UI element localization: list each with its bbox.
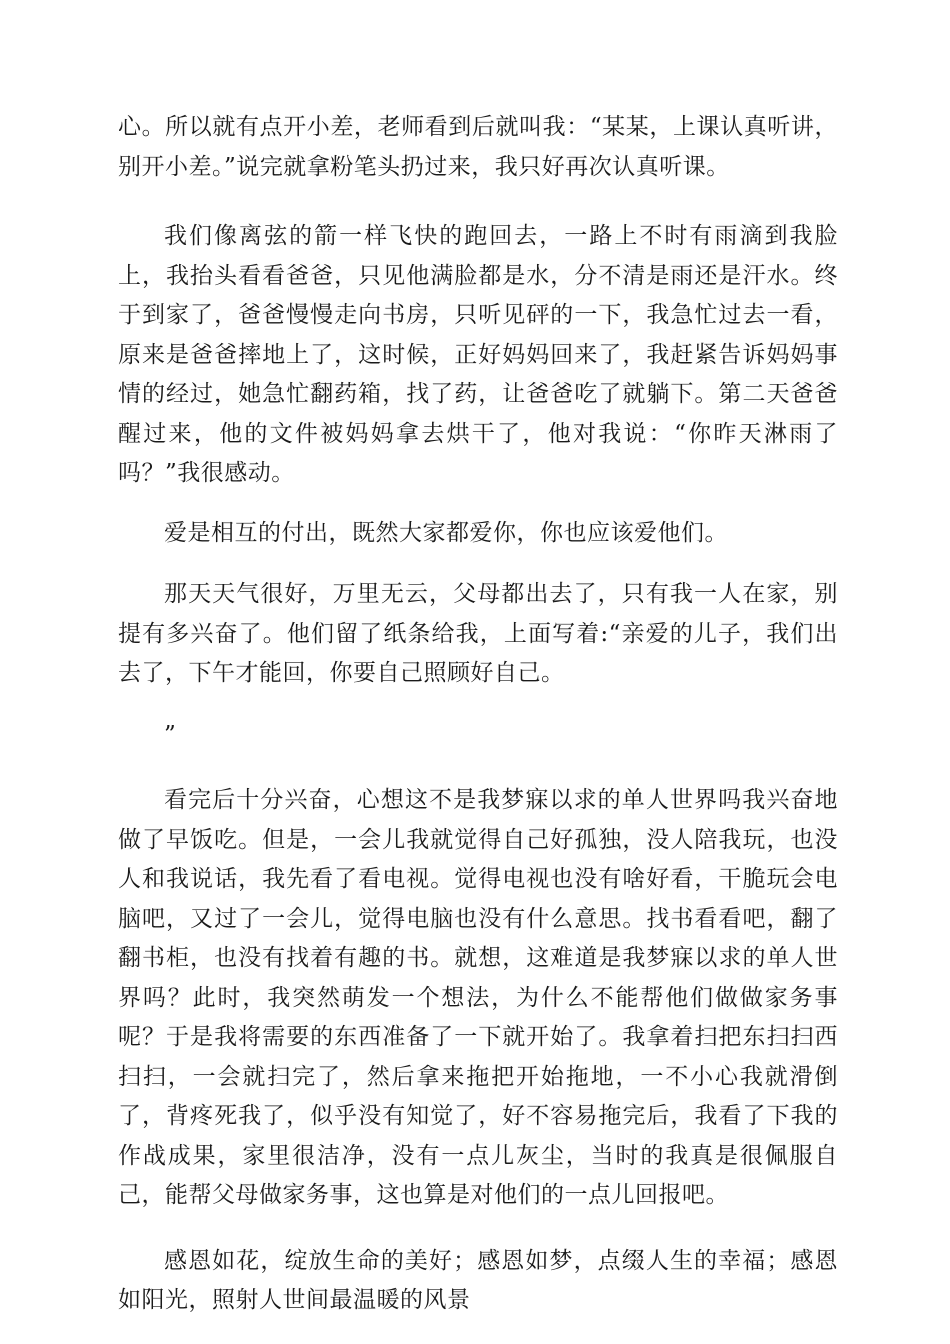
paragraph-rain-story: 我们像离弦的箭一样飞快的跑回去，一路上不时有雨滴到我脸上，我抬头看看爸爸，只见他满脸都是水，分不清是雨还是汗水。终于到家了，爸爸慢慢走向书房，只听见砰的一下，我急忙过去一看，原来是爸爸摔地上了，这时候，正好妈妈回来了，我赶紧告诉妈妈事情的经过，她急忙翻药箱，找了药，让爸爸吃了就躺下。第二天爸爸醒过来，他的文件被妈妈拿去烘干了，他对我说：“你昨天淋雨了吗？”我很感动。 xyxy=(118,223,838,486)
paragraph-home-alone: 那天天气很好，万里无云，父母都出去了，只有我一人在家，别提有多兴奋了。他们留了纸条给我，上面写着:“亲爱的儿子，我们出去了，下午才能回，你要自己照顾好自己。 xyxy=(118,581,838,686)
paragraph-closing-quote: ” xyxy=(164,721,177,748)
document-page xyxy=(118,108,838,1321)
paragraph-continuation: 心。所以就有点开小差，老师看到后就叫我：“某某，上课认真听讲，别开小差。”说完就拿粉笔头扔过来，我只好再次认真听课。 xyxy=(118,114,838,180)
paragraph-housework: 看完后十分兴奋，心想这不是我梦寐以求的单人世界吗我兴奋地做了早饭吃。但是，一会儿我就觉得自己好孤独，没人陪我玩，也没人和我说话，我先看了看电视。觉得电视也没有啥好看，干脆玩会电脑吧，又过了一会儿，觉得电脑也没有什么意思。找书看看吧，翻了翻书柜，也没有找着有趣的书。就想，这难道是我梦寐以求的单人世界吗？此时，我突然萌发一个想法，为什么不能帮他们做做家务事呢？于是我将需要的东西准备了一下就开始了。我拿着扫把东扫扫西扫扫，一会就扫完了，然后拿来拖把开始拖地，一不小心我就滑倒了，背疼死我了，似乎没有知觉了，好不容易拖完后，我看了下我的作战成果，家里很洁净，没有一点儿灰尘，当时的我真是很佩服自己，能帮父母做家务事，这也算是对他们的一点儿回报吧。 xyxy=(118,787,838,1208)
paragraph-love-mutual: 爱是相互的付出，既然大家都爱你，你也应该爱他们。 xyxy=(164,519,728,546)
paragraph-gratitude: 感恩如花，绽放生命的美好；感恩如梦，点缀人生的幸福；感恩如阳光，照射人世间最温暖的风景 xyxy=(118,1247,838,1313)
